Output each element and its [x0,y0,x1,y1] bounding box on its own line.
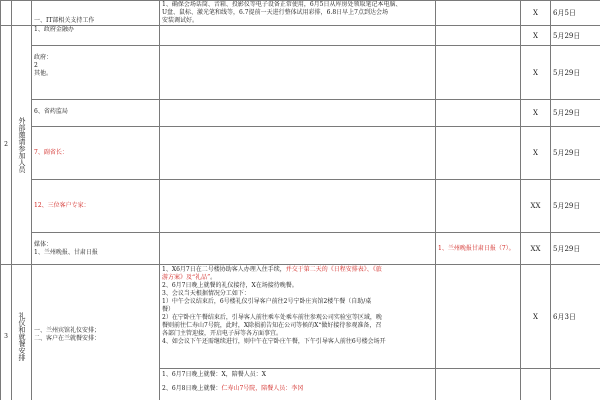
detail-line: 2）在宁卧庄午餐结束后，引导客人前往乘车处乘车前往参观公司实验室等区域，晚 [162,314,382,321]
detail-line: U盘、鼠标、激光笔和线等，6.7提前一天进行整体试用彩排，6.8日早上7点到达会场 [162,9,388,16]
owner-cell [436,369,521,400]
flag-cell: X [521,100,551,127]
detail-line: 1）中午会议结束后，6号楼礼仪引导客户前往2号宁卧庄宾馆2楼午餐（自助/桌 [162,298,372,305]
detail-cell [160,369,436,400]
detail-line: 1、6月7日晚上就餐：X，陪餐人员：X [162,371,266,378]
row-number: 2 [1,26,12,265]
date-cell: 5月29日 [551,127,600,180]
flag-cell: X [521,26,551,46]
detail-line: 各部门主管迎接，开启电子屏等各方面事宜。 [162,330,283,337]
table-row [1,100,600,127]
flag-cell: X [521,127,551,180]
owner-cell [436,1,521,26]
group-label: 外部邀请参加人员 [18,117,26,173]
detail-cell [160,1,436,26]
table-row [1,233,600,265]
detail-line: 4、如会议下午还需继续进行，则中午在宁卧庄午餐，下午引导客人前往6号楼会场开 [162,338,386,345]
table-row [1,26,600,46]
item-cell: 政府： 2 其他。 [32,46,160,100]
detail-line: 餐） [162,306,175,313]
item-cell: 12、三位客户专家： [32,180,160,233]
flag-cell: XX [521,180,551,233]
detail-line: 2、6月8日晚上就餐：仁寿山7号院，陪餐人员：李冈 [162,385,304,392]
detail-cell [160,26,436,46]
detail-cell [160,233,436,265]
group-label: 礼仪和就餐安排 [18,312,26,361]
detail-line: 游方案》及“礼品”。 [162,274,217,281]
item-cell: 6、省药监局 [32,100,160,127]
owner-cell [436,26,521,46]
item-cell: 一、IT部相关支持工作 [32,1,160,26]
table-row [1,265,600,369]
detail-line: 安装调试好。 [162,17,199,24]
owner-cell [436,100,521,127]
detail-line: 2、6月7日晚上就餐的礼仪接待，X在场接待晚餐。 [162,282,298,289]
table-row [1,46,600,100]
table-row [1,127,600,180]
row-number: 3 [1,265,12,400]
table-row [1,1,600,26]
item-cell: 1、政府金融办 [32,26,160,46]
detail-cell [160,265,436,369]
flag-cell: XX [521,233,551,265]
date-cell: 6月5日 [551,1,600,26]
detail-line: 1、X6月7日在二号楼协助客人办理入住手续，并交于第二天的《日程安排表》、《旅 [162,266,382,273]
owner-cell [436,127,521,180]
date-cell: 5月29日 [551,26,600,46]
owner-cell [436,46,521,100]
detail-line: 3、会议当天根据情况分工如下： [162,290,250,297]
detail-line: 1、确保会场话筒、音箱、投影仪等电子设备正常使用，6月5日从库房处领取笔记本电脑、 [162,1,402,8]
detail-cell [160,100,436,127]
item-cell: 7、副省长： [32,127,160,180]
owner-cell: 1、兰州晚报甘肃日报（7）。 [436,233,521,265]
owner-cell [436,180,521,233]
flag-cell: X [521,46,551,100]
date-cell: 6月3日 [551,265,600,369]
flag-cell [521,369,551,400]
detail-cell [160,127,436,180]
detail-cell [160,46,436,100]
table-row [1,180,600,233]
group-cell [12,26,32,265]
detail-line: 餐则前往仁寿山7号院，此时，X除损前告知在公司等候的X“做好接待参观准备，召 [162,322,382,329]
date-cell: 5月29日 [551,100,600,127]
item-cell: 媒体： 1、兰州晚报、甘肃日报 [32,233,160,265]
group-cell [12,265,32,400]
item-cell: 一、兰州宾馆礼仪安排； 二、客户在兰就餐安排： [32,265,160,400]
flag-cell: X [521,1,551,26]
date-cell [551,369,600,400]
detail-cell [160,180,436,233]
date-cell: 5月29日 [551,46,600,100]
flag-cell: X [521,265,551,369]
owner-cell [436,265,521,369]
date-cell: 5月29日 [551,233,600,265]
date-cell: 5月29日 [551,180,600,233]
